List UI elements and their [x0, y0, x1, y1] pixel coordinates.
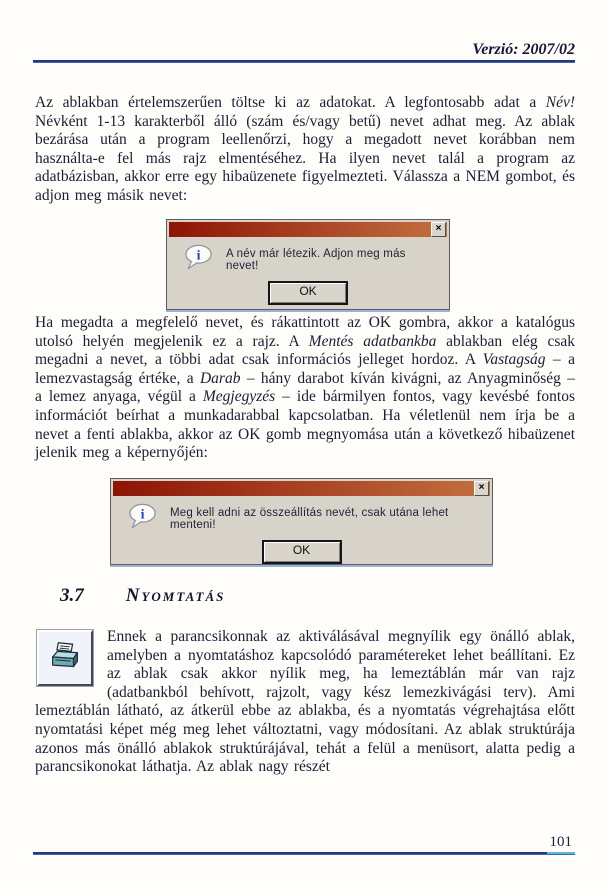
- dialog-message: A név már létezik. Adjon meg más nevet!: [226, 248, 406, 272]
- text-run-italic: Mentés adatbankba: [308, 332, 437, 350]
- paragraph-1: [35, 94, 575, 206]
- text-run: – hány darabot kíván kivágni, az Anyagminőség – a lemez anyaga, végül a: [35, 369, 576, 406]
- dialog-message: Meg kell adni az összeállítás nevét, csak utána lehet menteni!: [170, 507, 449, 531]
- ok-button-row: [169, 281, 447, 305]
- svg-text:i: i: [196, 248, 201, 264]
- header-rule: [33, 60, 575, 63]
- printer-toolbar-button[interactable]: [37, 630, 93, 686]
- text-run: – a lemezvastagság értéke, a: [35, 351, 575, 387]
- dialog-titlebar: [169, 222, 447, 237]
- section-heading: [60, 585, 225, 607]
- text-run: Névként 1-13 karakterből álló (szám és/vagy betű) nevet adhat meg. Az ablak bezárása után a program leellenőrzi, hogy a megadott nevet korábban nem használta-e fel más rajz elmentéséhez. Ha ilyen nevet talál a program az adatbázisban, akkor erre egy hibaüzenete figyelmezteti. Válassza a NEM gombot, és adjon meg másik nevet:: [35, 112, 575, 204]
- ok-button-row: [113, 540, 490, 564]
- footer-rule: [33, 852, 575, 855]
- message-dialog-name-exists: [166, 219, 450, 310]
- close-icon[interactable]: ×: [474, 481, 489, 496]
- info-icon: [127, 503, 159, 535]
- text-run-italic: Darab: [199, 369, 241, 387]
- ok-button[interactable]: OK: [268, 281, 348, 305]
- paragraph-2: [35, 314, 575, 463]
- paragraph-3: [35, 628, 575, 777]
- close-icon[interactable]: ×: [431, 222, 446, 237]
- text-run: Ha megadta a megfelelő nevet, és rákattintott az OK gombra, akkor a katalógus utolsó helyén megjelenik ez a rajz. A: [35, 314, 575, 350]
- ok-button[interactable]: OK: [262, 540, 342, 564]
- dialog-body: [113, 496, 490, 535]
- text-run: Ennek a parancsikonnak az aktiválásával megnyílik egy önálló ablak, amelyben a nyomtatáshoz kapcsolódó paramétereket lehet beállítani. Ez az ablak csak akkor nyílik meg, ha lemeztáblán már van rajz (adatbankból behívott, rajzolt, vagy kész lemezkivágási terv). Ami lemeztáblán látható, az átkerül ebbe az ablakba, és a nyomtatás végrehajtása előtt nyomtatási képet még meg lehet változtatni, vagy módosítani. Az ablak struktúrája azonos más önálló ablakok struktúrájával, tehát a felül a menüsort, alatta pedig a parancsikonokat láthatja. Az ablak nagy részét: [35, 628, 575, 776]
- message-dialog-name-required: [110, 478, 493, 565]
- text-run: – ide bármilyen fontos, vagy kevésbé fontos információt beírhat a munkadarabbal kapcsolatban. Ha véletlenül nem írja be a nevet a fenti ablakba, akkor az OK gomb megnyomása után a következő hibaüzenet jelenik meg a képernyőjén:: [35, 388, 576, 462]
- text-run: ablakban elég csak megadni a nevet, a többi adat csak információs jelleget hordoz. A: [35, 332, 575, 369]
- dialog-titlebar: [113, 481, 490, 496]
- section-title: Nyomtatás: [125, 585, 226, 606]
- text-run-italic: Megjegyzés: [202, 388, 276, 406]
- section-number: 3.7: [60, 585, 84, 606]
- header-version-label: Verzió: 2007/02: [472, 41, 575, 58]
- text-run-italic: Vastagság: [482, 351, 546, 369]
- page-number: 101: [547, 834, 576, 854]
- text-run-italic: Név!: [545, 94, 575, 111]
- dialog-body: [169, 237, 447, 276]
- svg-text:i: i: [140, 507, 145, 523]
- printer-icon: [46, 639, 84, 677]
- info-icon: [183, 244, 215, 276]
- text-run: Az ablakban értelemszerűen töltse ki az adatokat. A legfontosabb adat a: [35, 94, 546, 111]
